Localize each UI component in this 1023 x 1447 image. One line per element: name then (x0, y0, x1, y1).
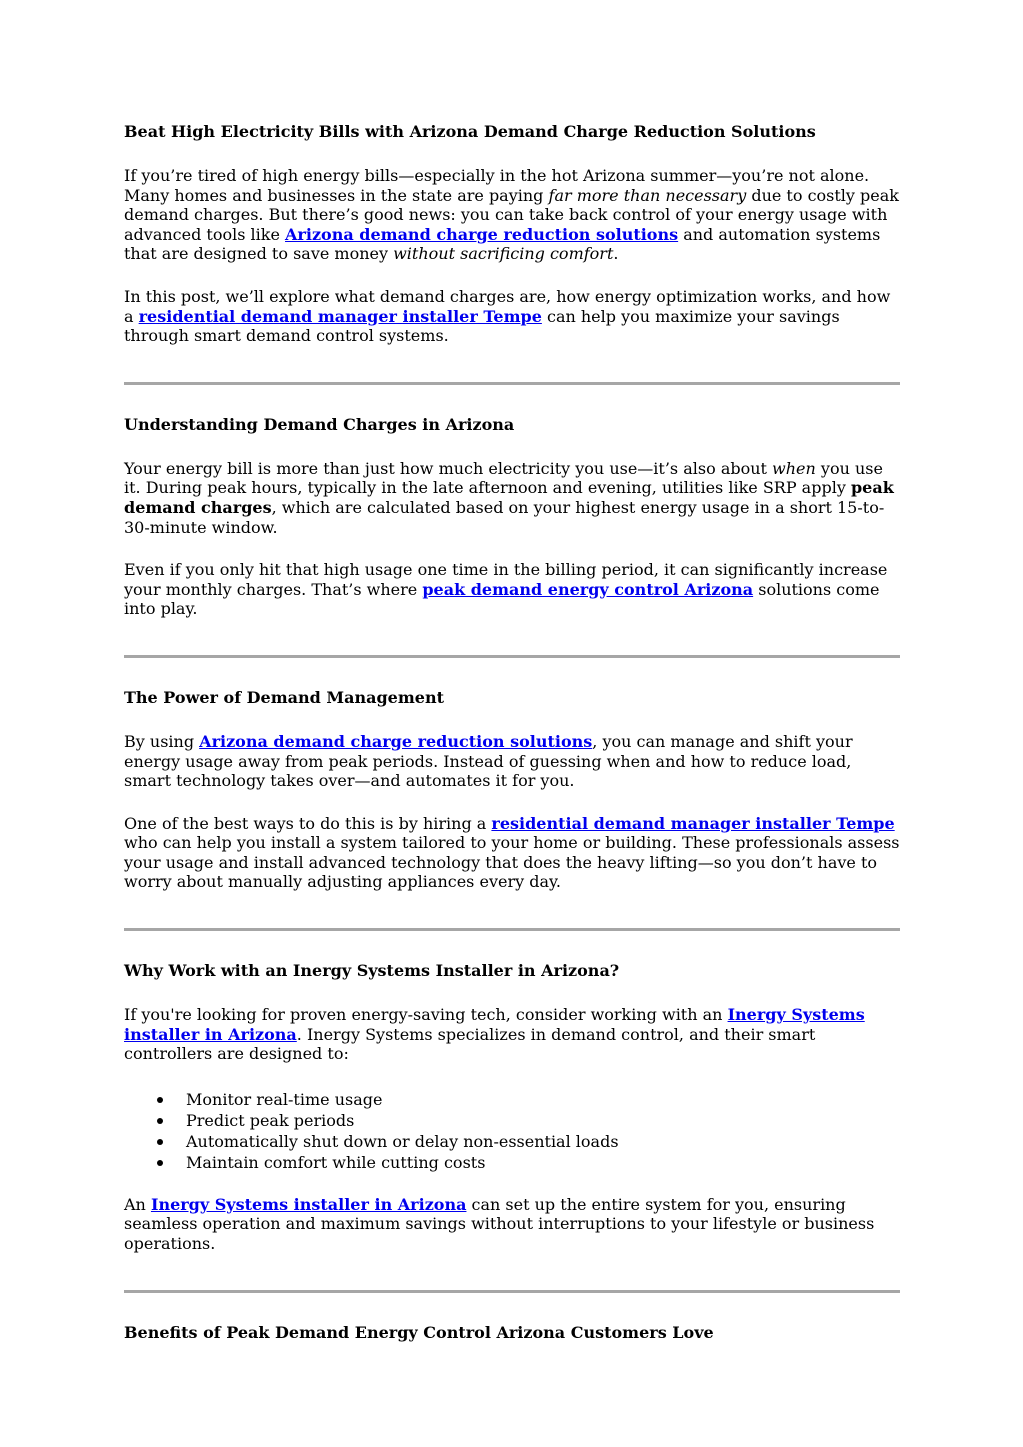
heading-power-of-demand-management: The Power of Demand Management (124, 687, 444, 707)
link-peak-demand-energy-control[interactable]: peak demand energy control Arizona (422, 579, 754, 599)
emphasis-text: far more than necessary (548, 185, 747, 205)
text-span: If you’re tired of high energy bills—especially in the hot Arizona summer—you’re not alone. Many homes and businesses in the state are paying (124, 166, 870, 205)
list-item: Monitor real-time usage (124, 1089, 900, 1110)
heading-beat-high-bills: Beat High Electricity Bills with Arizona Demand Charge Reduction Solutions (124, 122, 816, 141)
demand-charges-paragraph (124, 459, 900, 537)
section-divider (124, 655, 900, 658)
section-divider (124, 382, 900, 385)
post-overview-paragraph (124, 287, 900, 346)
text-span: In this post, we’ll explore what demand charges are, how energy optimization works, and how a (124, 286, 891, 326)
heading-understanding-demand-charges: Understanding Demand Charges in Arizona (124, 414, 515, 434)
emphasis-text: when (772, 458, 816, 478)
heading-why-inergy-systems: Why Work with an Inergy Systems Installer in Arizona? (124, 961, 620, 981)
text-span: due to costly peak demand charges. But there’s good news: you can take back control of your energy usage with advanced tools like (124, 185, 899, 244)
link-inergy-systems-installer[interactable]: Inergy Systems installer in Arizona (124, 1005, 865, 1044)
text-span: An (124, 1194, 151, 1214)
text-span: Your energy bill is more than just how much electricity you use—it’s also about (124, 458, 773, 478)
text-span: . (613, 244, 619, 264)
text-span: One of the best ways to do this is by hiring a (124, 813, 492, 833)
link-arizona-demand-charge-reduction[interactable]: Arizona demand charge reduction solutions (285, 224, 679, 244)
link-residential-demand-manager-tempe[interactable]: residential demand manager installer Tempe (138, 306, 542, 326)
inergy-intro-paragraph (124, 1005, 900, 1064)
intro-paragraph (124, 166, 900, 264)
emphasis-text: without sacrificing comfort (393, 244, 614, 264)
text-span: If you're looking for proven energy-saving tech, consider working with an (124, 1005, 728, 1025)
list-item: Automatically shut down or delay non-essential loads (124, 1131, 900, 1152)
text-span: and automation systems that are designed to save money (124, 224, 881, 264)
text-span: . Inergy Systems specializes in demand control, and their smart controllers are designed to: (124, 1024, 816, 1064)
section-divider (124, 1290, 900, 1293)
text-span: By using (124, 731, 200, 751)
section-divider (124, 928, 900, 931)
link-arizona-demand-charge-reduction[interactable]: Arizona demand charge reduction solutions (199, 731, 593, 751)
billing-period-paragraph (124, 560, 900, 619)
list-item: Predict peak periods (124, 1110, 900, 1131)
strong-text: peak demand charges (124, 478, 894, 517)
text-span: , which are calculated based on your highest energy usage in a short 15-to-30-minute window. (124, 497, 885, 537)
text-span: can set up the entire system for you, ensuring seamless operation and maximum savings without interruptions to your lifestyle or business operations. (124, 1194, 875, 1254)
text-span: Even if you only hit that high usage one time in the billing period, it can significantly increase your monthly charges. That’s where (124, 560, 888, 599)
link-inergy-systems-installer[interactable]: Inergy Systems installer in Arizona (150, 1194, 467, 1214)
text-span: who can help you install a system tailored to your home or building. These professionals assess your usage and install advanced technology that does the heavy lifting—so you don’t have to worry about manually adjusting appliances every day. (124, 833, 900, 892)
demand-management-paragraph (124, 732, 900, 791)
list-item: Maintain comfort while cutting costs (124, 1152, 900, 1173)
text-span: you use it. During peak hours, typically in the late afternoon and evening, utilities like SRP apply (124, 458, 883, 498)
article-body (124, 122, 900, 1343)
hiring-installer-paragraph (124, 814, 900, 892)
inergy-setup-paragraph (124, 1195, 900, 1254)
link-residential-demand-manager-tempe[interactable]: residential demand manager installer Tempe (491, 813, 895, 833)
controller-features-list (124, 1089, 900, 1173)
text-span: , you can manage and shift your energy usage away from peak periods. Instead of guessing when and how to reduce load, smart technology takes over—and automates it for you. (124, 731, 853, 791)
text-span: solutions come into play. (124, 579, 880, 619)
text-span: can help you maximize your savings through smart demand control systems. (124, 306, 840, 346)
heading-benefits-peak-demand: Benefits of Peak Demand Energy Control Arizona Customers Love (124, 1322, 714, 1342)
